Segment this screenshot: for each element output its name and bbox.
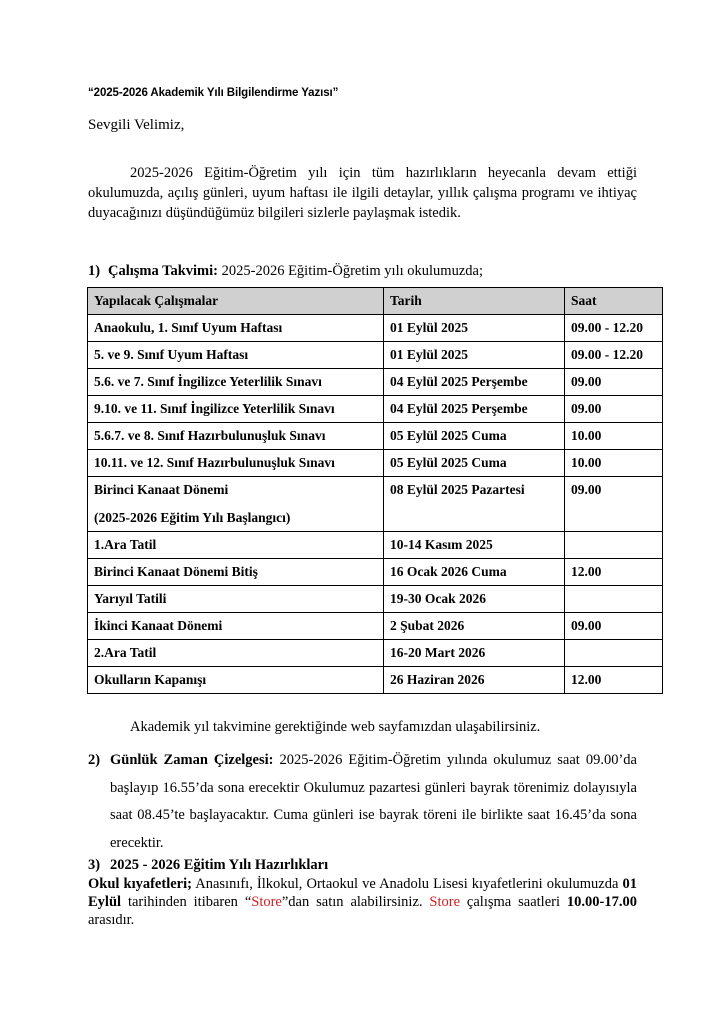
date-cell: 10-14 Kasım 2025 [384, 532, 565, 559]
section-1-heading [88, 262, 483, 281]
date-cell: 26 Haziran 2026 [384, 667, 565, 694]
time-cell [565, 586, 663, 613]
activity-cell: Yarıyıl Tatili [88, 586, 384, 613]
store-link-1: Store [251, 894, 282, 910]
date-cell: 04 Eylül 2025 Perşembe [384, 396, 565, 423]
time-cell: 10.00 [565, 450, 663, 477]
time-cell: 09.00 [565, 477, 663, 532]
uniform-date: 01 Eylül [88, 876, 637, 910]
time-cell: 09.00 - 12.20 [565, 315, 663, 342]
time-cell: 09.00 [565, 613, 663, 640]
table-row [88, 559, 663, 586]
date-cell: 01 Eylül 2025 [384, 315, 565, 342]
time-cell: 09.00 - 12.20 [565, 342, 663, 369]
section-2-title: Günlük Zaman Çizelgesi: [110, 752, 274, 768]
table-row [88, 342, 663, 369]
table-row [88, 396, 663, 423]
date-cell: 16-20 Mart 2026 [384, 640, 565, 667]
section-3-paragraph [88, 875, 637, 929]
intro-text: 2025-2026 Eğitim-Öğretim yılı için tüm hazırlıkların heyecanla devam ettiği okulumuzda, açılış günleri, uyum haftası ile ilgili detaylar, yıllık çalışma programı ve ihtiyaç duyacağınızı düşündüğümüz bilgileri sizlerle paylaşmak istedik. [88, 165, 637, 221]
section-3-heading [88, 856, 328, 875]
calendar-note: Akademik yıl takvimine gerektiğinde web sayfamızdan ulaşabilirsiniz. [130, 719, 541, 735]
date-cell: 01 Eylül 2025 [384, 342, 565, 369]
table-row [88, 532, 663, 559]
section-1-text: 2025-2026 Eğitim-Öğretim yılı okulumuzda; [221, 263, 483, 279]
table-row [88, 640, 663, 667]
intro-paragraph [88, 163, 637, 223]
header-time: Saat [565, 288, 663, 315]
date-cell: 08 Eylül 2025 Pazartesi [384, 477, 565, 532]
table-row [88, 667, 663, 694]
activity-cell: 5. ve 9. Sınıf Uyum Haftası [88, 342, 384, 369]
date-cell: 19-30 Ocak 2026 [384, 586, 565, 613]
section-2-text: 2025-2026 Eğitim-Öğretim yılında okulumuz saat 09.00’da başlayıp 16.55’da sona erecektir Okulumuz pazartesi günleri bayrak törenimiz dolayısıyla saat 08.45’te başlayacaktır. Cuma günleri ise bayrak töreni ile birlikte saat 16.45’da sona erecektir. [110, 752, 637, 851]
calendar-table [87, 287, 663, 694]
date-cell: 2 Şubat 2026 [384, 613, 565, 640]
activity-cell: 2.Ara Tatil [88, 640, 384, 667]
time-cell [565, 640, 663, 667]
store-link-2: Store [429, 894, 461, 910]
date-cell: 05 Eylül 2025 Cuma [384, 450, 565, 477]
time-cell: 09.00 [565, 396, 663, 423]
activity-cell: Birinci Kanaat Dönemi Bitiş [88, 559, 384, 586]
section-1-number: 1) [88, 263, 101, 279]
table-row [88, 613, 663, 640]
table-row [88, 586, 663, 613]
time-cell: 09.00 [565, 369, 663, 396]
activity-cell: 9.10. ve 11. Sınıf İngilizce Yeterlilik Sınavı [88, 396, 384, 423]
table-row [88, 477, 663, 532]
activity-cell: İkinci Kanaat Dönemi [88, 613, 384, 640]
section-1-title: Çalışma Takvimi: [108, 263, 218, 279]
salutation: Sevgili Velimiz, [88, 117, 185, 133]
activity-line-2: (2025-2026 Eğitim Yılı Başlangıcı) [94, 510, 291, 525]
section-2-body [110, 747, 637, 857]
time-cell [565, 532, 663, 559]
table-row [88, 450, 663, 477]
activity-cell: 10.11. ve 12. Sınıf Hazırbulunuşluk Sınavı [88, 450, 384, 477]
document-title: “2025-2026 Akademik Yılı Bilgilendirme Yazısı” [88, 87, 339, 99]
date-cell: 04 Eylül 2025 Perşembe [384, 369, 565, 396]
date-cell: 05 Eylül 2025 Cuma [384, 423, 565, 450]
activity-cell: Anaokulu, 1. Sınıf Uyum Haftası [88, 315, 384, 342]
uniform-text-5: arasıdır. [88, 912, 135, 928]
table-row [88, 315, 663, 342]
uniform-lead: Okul kıyafetleri; [88, 876, 192, 892]
activity-cell: 5.6.7. ve 8. Sınıf Hazırbulunuşluk Sınavı [88, 423, 384, 450]
table-row [88, 423, 663, 450]
table-header-row [88, 288, 663, 315]
section-2-number: 2) [88, 752, 101, 768]
uniform-text-2: tarihinden itibaren “ [121, 894, 252, 910]
table-row [88, 369, 663, 396]
uniform-text-3: ”dan satın alabilirsiniz. [281, 894, 430, 910]
header-date: Tarih [384, 288, 565, 315]
time-cell: 12.00 [565, 667, 663, 694]
section-2 [88, 747, 637, 857]
activity-cell: 1.Ara Tatil [88, 532, 384, 559]
section-3-title: 2025 - 2026 Eğitim Yılı Hazırlıkları [110, 857, 329, 873]
time-cell: 10.00 [565, 423, 663, 450]
uniform-text-1: Anasınıfı, İlkokul, Ortaokul ve Anadolu Lisesi kıyafetlerini okulumuzda [191, 876, 623, 892]
activity-cell: Okulların Kapanışı [88, 667, 384, 694]
activity-cell [88, 477, 384, 532]
uniform-text-4: çalışma saatleri [460, 894, 567, 910]
date-cell: 16 Ocak 2026 Cuma [384, 559, 565, 586]
activity-line-1: Birinci Kanaat Dönemi [94, 482, 229, 497]
header-activity: Yapılacak Çalışmalar [88, 288, 384, 315]
time-cell: 12.00 [565, 559, 663, 586]
activity-cell: 5.6. ve 7. Sınıf İngilizce Yeterlilik Sınavı [88, 369, 384, 396]
store-hours: 10.00-17.00 [566, 894, 637, 910]
section-3-number: 3) [88, 857, 101, 873]
